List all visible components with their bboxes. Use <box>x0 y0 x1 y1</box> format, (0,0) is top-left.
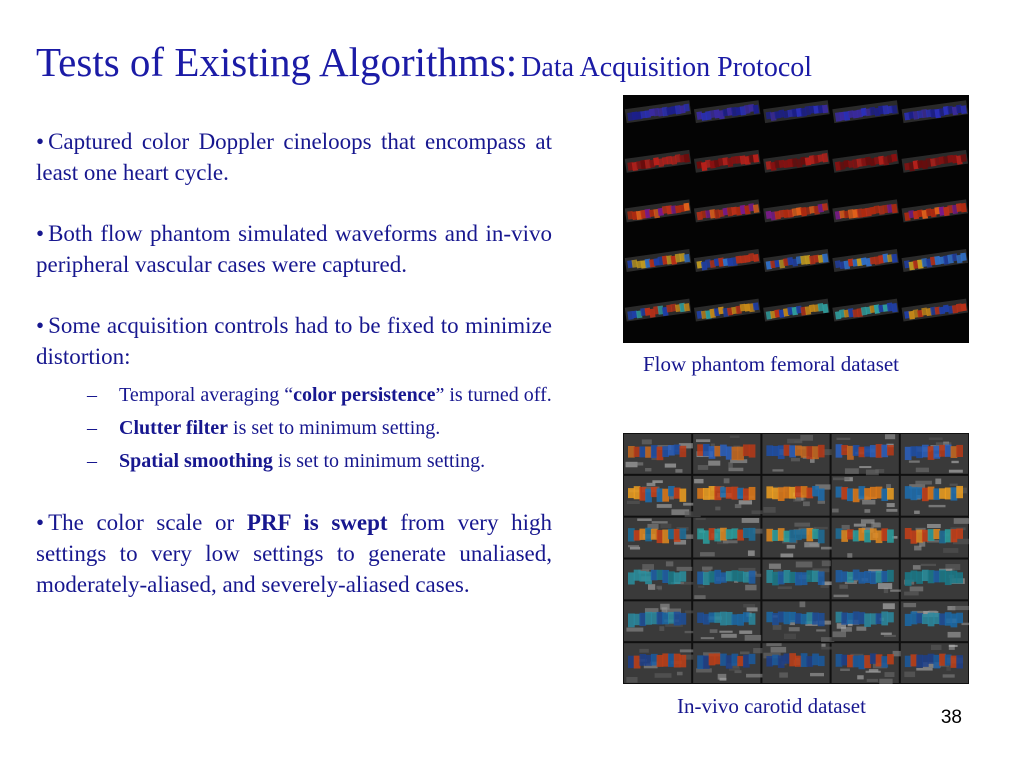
carotid-frame <box>693 476 765 516</box>
sub-bullet-3: – Spatial smoothing is set to minimum setting. <box>87 450 486 472</box>
carotid-image <box>623 433 969 684</box>
carotid-frame <box>762 434 832 474</box>
carotid-frame <box>693 518 770 558</box>
carotid-frame <box>624 643 697 683</box>
phantom-frame <box>694 249 761 272</box>
slide-title <box>36 38 812 86</box>
carotid-frame <box>762 560 832 600</box>
carotid-frame <box>693 434 760 474</box>
bullet-3: • Some acquisition controls had to be fixed to minimize distortion: <box>36 313 552 369</box>
phantom-frame <box>902 199 969 222</box>
carotid-frame <box>762 643 834 683</box>
phantom-frame <box>694 100 761 123</box>
flow-phantom-grid <box>623 95 969 343</box>
phantom-frame <box>625 249 692 272</box>
sub-bullet-list <box>87 382 552 475</box>
carotid-frame <box>832 476 899 516</box>
bullet-2: • Both flow phantom simulated waveforms and in-vivo peripheral vascular cases were captured. <box>36 221 552 277</box>
phantom-frame <box>694 199 761 222</box>
title-main: Tests of Existing Algorithms: <box>36 39 518 85</box>
carotid-frame <box>901 560 968 600</box>
carotid-frame <box>693 601 761 641</box>
phantom-frame <box>625 199 692 222</box>
carotid-frame <box>762 601 834 642</box>
phantom-frame <box>763 199 830 222</box>
carotid-caption: In-vivo carotid dataset <box>677 694 866 718</box>
carotid-frame <box>901 434 968 474</box>
phantom-frame <box>832 199 899 222</box>
phantom-frame <box>694 299 761 322</box>
phantom-frame <box>902 150 969 173</box>
carotid-frame <box>901 476 968 516</box>
bullet-list <box>36 126 552 630</box>
phantom-frame <box>625 100 692 123</box>
slide-number: 38 <box>940 707 962 728</box>
carotid-frame <box>693 643 764 683</box>
carotid-frame <box>693 560 761 600</box>
phantom-frame <box>763 249 830 272</box>
phantom-frame <box>694 150 761 173</box>
sub-bullet-2: – Clutter filter is set to minimum setting. <box>87 417 441 439</box>
title-subtitle: Data Acquisition Protocol <box>521 52 813 83</box>
carotid-frame <box>624 476 701 517</box>
carotid-frame <box>624 601 702 641</box>
bullet-1: • Captured color Doppler cineloops that encompass at least one heart cycle. <box>36 129 552 185</box>
carotid-frame <box>624 560 695 600</box>
carotid-frame <box>832 434 899 475</box>
phantom-frame <box>832 100 899 123</box>
phantom-frame <box>763 100 830 123</box>
carotid-frame <box>901 518 969 558</box>
carotid-frame <box>832 643 907 684</box>
phantom-frame <box>763 150 830 173</box>
carotid-frame <box>624 434 693 474</box>
phantom-frame <box>902 100 969 123</box>
sub-bullet-1: – Temporal averaging “color persistence” is turned off. <box>87 384 552 406</box>
carotid-frame <box>762 518 837 558</box>
flow-phantom-image <box>623 95 969 343</box>
carotid-frame <box>901 643 968 683</box>
flow-phantom-caption: Flow phantom femoral dataset <box>643 352 900 376</box>
carotid-frame <box>832 601 899 641</box>
phantom-frame <box>832 150 899 173</box>
carotid-grid <box>623 433 969 684</box>
bullet-4: • The color scale or PRF is swept from very high settings to very low settings to generate unaliased, moderately-aliased, and severely-aliased cases. <box>36 510 552 597</box>
phantom-frame <box>763 299 830 322</box>
carotid-frame <box>624 518 696 558</box>
phantom-frame <box>625 150 692 173</box>
phantom-frame <box>902 249 969 272</box>
carotid-frame <box>832 560 904 600</box>
carotid-frame <box>762 476 830 516</box>
phantom-frame <box>902 299 969 322</box>
phantom-frame <box>625 299 692 322</box>
carotid-frame <box>832 518 899 558</box>
carotid-frame <box>901 601 969 641</box>
phantom-frame <box>832 299 899 322</box>
phantom-frame <box>832 249 899 272</box>
